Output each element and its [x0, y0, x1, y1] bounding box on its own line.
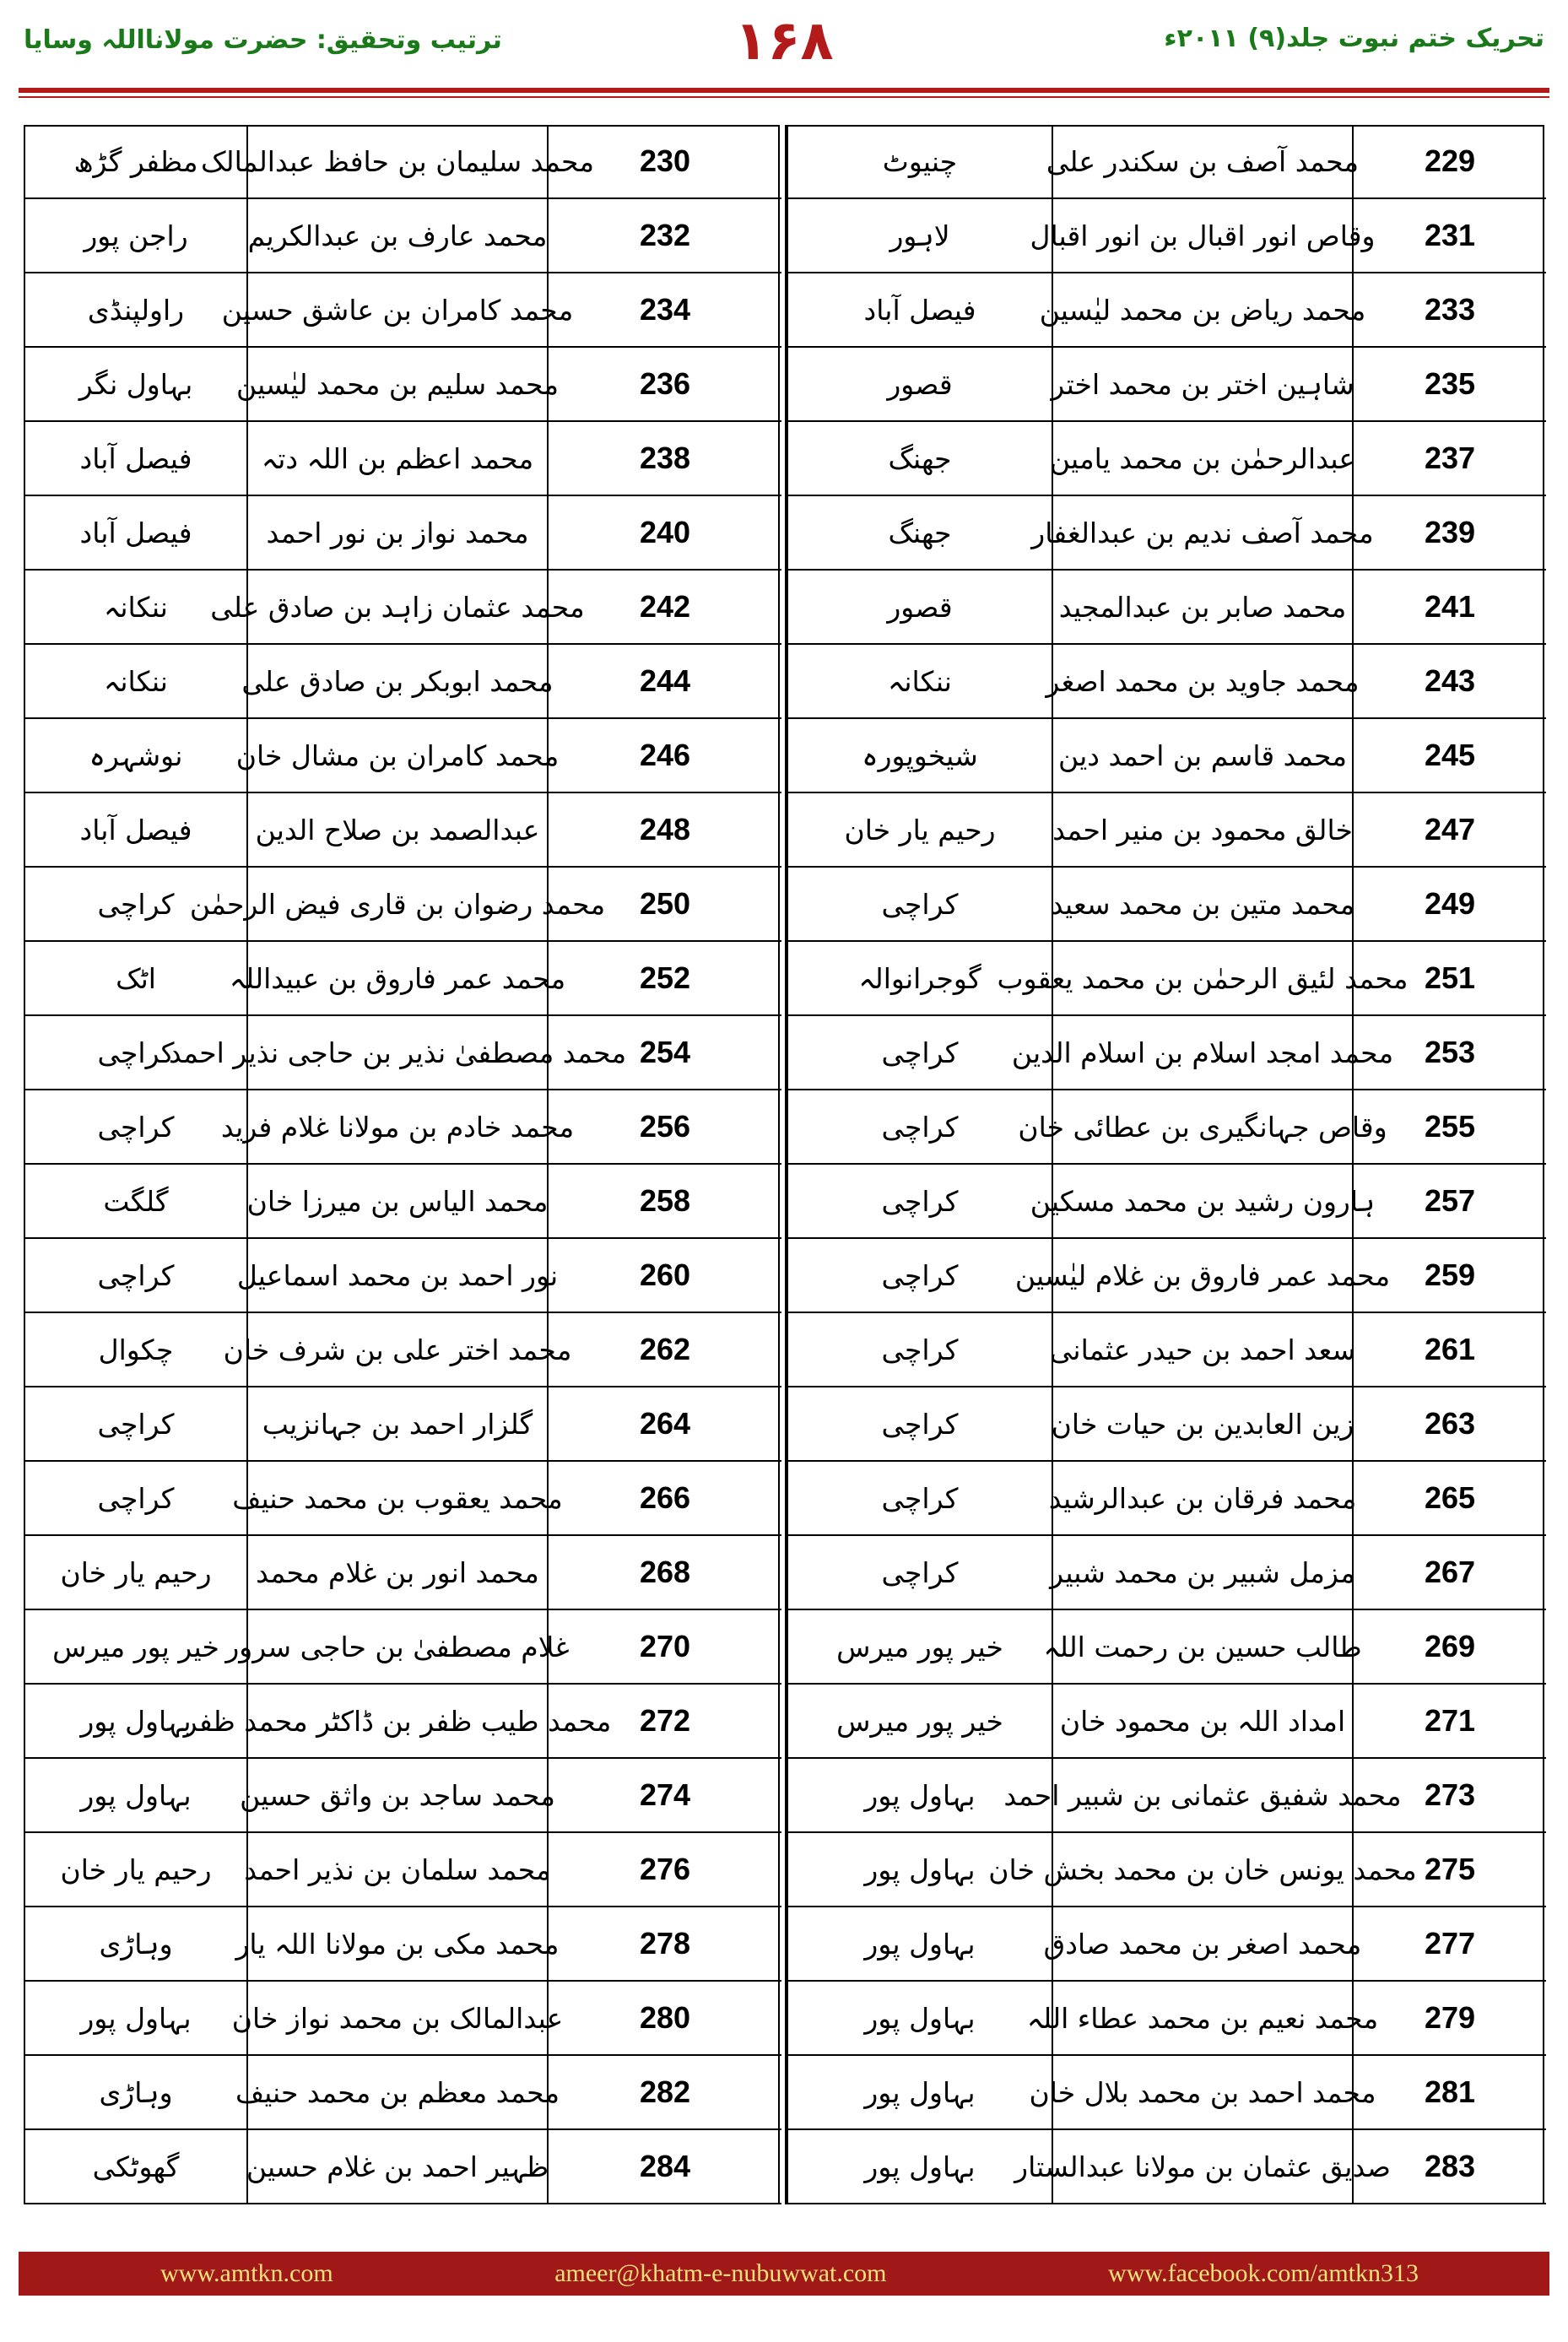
entry-city: کراچی	[788, 1165, 1053, 1239]
table-column-gap	[780, 125, 787, 2204]
entry-name: امداد اللہ بن محمود خان	[1053, 1685, 1354, 1759]
entry-number: 273	[1354, 1759, 1546, 1833]
entry-name: محمد یونس خان بن محمد بخش خان	[1053, 1833, 1354, 1907]
entry-number: 249	[1354, 868, 1546, 942]
entry-name: گلزار احمد بن جہانزیب	[248, 1387, 549, 1462]
entry-city: بہاول پور	[788, 1982, 1053, 2056]
header-rule	[19, 88, 1549, 93]
entry-number: 243	[1354, 645, 1546, 719]
entry-city: ننکانہ	[25, 645, 248, 719]
entry-name: صدیق عثمان بن مولانا عبدالستار	[1053, 2130, 1354, 2204]
entry-city: راولپنڈی	[25, 273, 248, 348]
entry-name: محمد جاوید بن محمد اصغر	[1053, 645, 1354, 719]
entry-number: 267	[1354, 1536, 1546, 1610]
entry-city: بہاول پور	[788, 2056, 1053, 2130]
entry-number: 234	[549, 273, 781, 348]
entry-city: لاہور	[788, 199, 1053, 273]
entry-name: مزمل شبیر بن محمد شبیر	[1053, 1536, 1354, 1610]
entry-name: غلام مصطفیٰ بن حاجی سرور	[248, 1610, 549, 1685]
entry-city: رحیم یار خان	[788, 793, 1053, 868]
entry-city: کراچی	[788, 1536, 1053, 1610]
entry-name: محمد سلیمان بن حافظ عبدالمالک	[248, 125, 549, 199]
entry-name: محمد خادم بن مولانا غلام فرید	[248, 1090, 549, 1165]
entry-number: 278	[549, 1907, 781, 1982]
entry-name: وقاص جہانگیری بن عطائی خان	[1053, 1090, 1354, 1165]
entry-name: محمد عمر فاروق بن عبیداللہ	[248, 942, 549, 1016]
entry-name: محمد آصف ندیم بن عبدالغفار	[1053, 496, 1354, 571]
entry-city: خیر پور میرس	[25, 1610, 248, 1685]
entry-name: زین العابدین بن حیات خان	[1053, 1387, 1354, 1462]
entry-city: کراچی	[25, 1016, 248, 1090]
entry-number: 281	[1354, 2056, 1546, 2130]
entry-number: 245	[1354, 719, 1546, 793]
entry-number: 269	[1354, 1610, 1546, 1685]
entry-city: چکوال	[25, 1313, 248, 1387]
entry-number: 255	[1354, 1090, 1546, 1165]
entry-city: بہاول پور	[25, 1982, 248, 2056]
entry-number: 263	[1354, 1387, 1546, 1462]
entry-city: وہاڑی	[25, 1907, 248, 1982]
entry-city: بہاول پور	[788, 1833, 1053, 1907]
entry-number: 276	[549, 1833, 781, 1907]
entry-city: بہاول پور	[25, 1685, 248, 1759]
entry-city: فیصل آباد	[788, 273, 1053, 348]
entry-city: کراچی	[25, 1239, 248, 1313]
entry-number: 237	[1354, 422, 1546, 496]
entry-city: فیصل آباد	[25, 496, 248, 571]
entry-city: بہاول پور	[788, 1907, 1053, 1982]
entry-number: 244	[549, 645, 781, 719]
page-footer	[19, 2252, 1549, 2296]
entry-number: 231	[1354, 199, 1546, 273]
entry-city: چنیوٹ	[788, 125, 1053, 199]
entry-name: محمد سلمان بن نذیر احمد	[248, 1833, 549, 1907]
entry-city: قصور	[788, 571, 1053, 645]
entry-city: کراچی	[788, 1462, 1053, 1536]
entry-number: 274	[549, 1759, 781, 1833]
entry-name: محمد عثمان زاہد بن صادق علی	[248, 571, 549, 645]
entry-city: خیر پور میرس	[788, 1685, 1053, 1759]
entry-name: محمد معظم بن محمد حنیف	[248, 2056, 549, 2130]
entry-number: 268	[549, 1536, 781, 1610]
entry-name: محمد اختر علی بن شرف خان	[248, 1313, 549, 1387]
entry-name: محمد فرقان بن عبدالرشید	[1053, 1462, 1354, 1536]
entry-number: 260	[549, 1239, 781, 1313]
entry-number: 282	[549, 2056, 781, 2130]
entry-city: کراچی	[25, 1462, 248, 1536]
entry-city: کراچی	[788, 1387, 1053, 1462]
entry-number: 280	[549, 1982, 781, 2056]
entry-number: 247	[1354, 793, 1546, 868]
entry-city: فیصل آباد	[25, 422, 248, 496]
entry-number: 259	[1354, 1239, 1546, 1313]
entry-number: 238	[549, 422, 781, 496]
entry-city: وہاڑی	[25, 2056, 248, 2130]
entry-number: 254	[549, 1016, 781, 1090]
entry-name: محمد یعقوب بن محمد حنیف	[248, 1462, 549, 1536]
entry-name: طالب حسین بن رحمت اللہ	[1053, 1610, 1354, 1685]
entry-number: 246	[549, 719, 781, 793]
entry-number: 279	[1354, 1982, 1546, 2056]
entry-name: محمد متین بن محمد سعید	[1053, 868, 1354, 942]
entry-name: محمد قاسم بن احمد دین	[1053, 719, 1354, 793]
entry-city: بہاول نگر	[25, 348, 248, 422]
entry-name: وقاص انور اقبال بن انور اقبال	[1053, 199, 1354, 273]
entry-number: 236	[549, 348, 781, 422]
compiler-credit: ترتیب وتحقیق: حضرت مولانااللہ وسایا	[24, 25, 502, 55]
entry-name: عبدالصمد بن صلاح الدین	[248, 793, 549, 868]
entry-number: 229	[1354, 125, 1546, 199]
entry-city: قصور	[788, 348, 1053, 422]
entry-number: 275	[1354, 1833, 1546, 1907]
entry-number: 230	[549, 125, 781, 199]
entry-number: 248	[549, 793, 781, 868]
entry-name: محمد عمر فاروق بن غلام لیٰسین	[1053, 1239, 1354, 1313]
entry-number: 258	[549, 1165, 781, 1239]
entry-city: گوجرانوالہ	[788, 942, 1053, 1016]
entry-name: نور احمد بن محمد اسماعیل	[248, 1239, 549, 1313]
entry-city: کراچی	[788, 1239, 1053, 1313]
entry-number: 241	[1354, 571, 1546, 645]
entry-name: محمد نواز بن نور احمد	[248, 496, 549, 571]
entry-number: 265	[1354, 1462, 1546, 1536]
entry-city: راجن پور	[25, 199, 248, 273]
entry-city: جھنگ	[788, 496, 1053, 571]
entry-city: کراچی	[788, 1016, 1053, 1090]
entry-city: بہاول پور	[25, 1759, 248, 1833]
entry-name: شاہین اختر بن محمد اختر	[1053, 348, 1354, 422]
entry-city: گھوٹکی	[25, 2130, 248, 2204]
entry-city: نوشہرہ	[25, 719, 248, 793]
names-table	[24, 125, 1544, 2204]
entry-city: رحیم یار خان	[25, 1536, 248, 1610]
entry-name: محمد لئیق الرحمٰن بن محمد یعقوب	[1053, 942, 1354, 1016]
entry-number: 272	[549, 1685, 781, 1759]
entry-number: 232	[549, 199, 781, 273]
entry-name: ہارون رشید بن محمد مسکین	[1053, 1165, 1354, 1239]
entry-number: 256	[549, 1090, 781, 1165]
footer-website-link[interactable]: www.amtkn.com	[160, 2259, 333, 2287]
entry-city: بہاول پور	[788, 2130, 1053, 2204]
header-rule-thin	[19, 96, 1549, 98]
entry-number: 242	[549, 571, 781, 645]
table-right-half	[787, 125, 1544, 2204]
entry-number: 252	[549, 942, 781, 1016]
entry-name: محمد ساجد بن واثق حسین	[248, 1759, 549, 1833]
entry-name: محمد سلیم بن محمد لیٰسین	[248, 348, 549, 422]
entry-city: ننکانہ	[25, 571, 248, 645]
entry-name: محمد مکی بن مولانا اللہ یار	[248, 1907, 549, 1982]
entry-name: محمد ریاض بن محمد لیٰسین	[1053, 273, 1354, 348]
entry-name: محمد الیاس بن میرزا خان	[248, 1165, 549, 1239]
entry-name: خالق محمود بن منیر احمد	[1053, 793, 1354, 868]
entry-name: محمد انور بن غلام محمد	[248, 1536, 549, 1610]
entry-number: 261	[1354, 1313, 1546, 1387]
entry-city: مظفر گڑھ	[25, 125, 248, 199]
entry-city: خیر پور میرس	[788, 1610, 1053, 1685]
entry-name: محمد اعظم بن اللہ دتہ	[248, 422, 549, 496]
entry-name: عبدالرحمٰن بن محمد یامین	[1053, 422, 1354, 496]
entry-city: گلگت	[25, 1165, 248, 1239]
entry-name: محمد طیب ظفر بن ڈاکٹر محمد ظفر	[248, 1685, 549, 1759]
entry-city: کراچی	[25, 868, 248, 942]
entry-number: 270	[549, 1610, 781, 1685]
entry-name: محمد کامران بن مشال خان	[248, 719, 549, 793]
entry-number: 250	[549, 868, 781, 942]
entry-city: بہاول پور	[788, 1759, 1053, 1833]
entry-number: 262	[549, 1313, 781, 1387]
entry-number: 271	[1354, 1685, 1546, 1759]
entry-city: کراچی	[25, 1387, 248, 1462]
page-header	[0, 0, 1568, 101]
entry-name: محمد کامران بن عاشق حسین	[248, 273, 549, 348]
entry-name: محمد عارف بن عبدالکریم	[248, 199, 549, 273]
entry-name: محمد رضوان بن قاری فیض الرحمٰن	[248, 868, 549, 942]
entry-name: ظہیر احمد بن غلام حسین	[248, 2130, 549, 2204]
entry-city: شیخوپورہ	[788, 719, 1053, 793]
entry-number: 277	[1354, 1907, 1546, 1982]
entry-name: محمد احمد بن محمد بلال خان	[1053, 2056, 1354, 2130]
entry-name: محمد ابوبکر بن صادق علی	[248, 645, 549, 719]
entry-city: جھنگ	[788, 422, 1053, 496]
entry-number: 240	[549, 496, 781, 571]
footer-email-link[interactable]: ameer@khatm-e-nubuwwat.com	[554, 2259, 887, 2287]
entry-name: سعد احمد بن حیدر عثمانی	[1053, 1313, 1354, 1387]
entry-name: محمد نعیم بن محمد عطاء اللہ	[1053, 1982, 1354, 2056]
entry-name: محمد امجد اسلام بن اسلام الدین	[1053, 1016, 1354, 1090]
entry-number: 239	[1354, 496, 1546, 571]
entry-name: محمد مصطفیٰ نذیر بن حاجی نذیر احمد	[248, 1016, 549, 1090]
entry-city: اٹک	[25, 942, 248, 1016]
entry-name: محمد آصف بن سکندر علی	[1053, 125, 1354, 199]
book-title: تحریک ختم نبوت جلد(۹) ۲۰۱۱ء	[1164, 24, 1544, 53]
entry-number: 283	[1354, 2130, 1546, 2204]
entry-number: 264	[549, 1387, 781, 1462]
entry-city: کراچی	[788, 1313, 1053, 1387]
entry-number: 235	[1354, 348, 1546, 422]
entry-number: 266	[549, 1462, 781, 1536]
entry-number: 253	[1354, 1016, 1546, 1090]
entry-city: کراچی	[25, 1090, 248, 1165]
entry-city: ننکانہ	[788, 645, 1053, 719]
entry-name: محمد شفیق عثمانی بن شبیر احمد	[1053, 1759, 1354, 1833]
entry-name: محمد صابر بن عبدالمجید	[1053, 571, 1354, 645]
table-left-half	[24, 125, 780, 2204]
page-number: ۱۶۸	[734, 10, 834, 73]
entry-number: 251	[1354, 942, 1546, 1016]
entry-number: 257	[1354, 1165, 1546, 1239]
entry-city: فیصل آباد	[25, 793, 248, 868]
entry-city: رحیم یار خان	[25, 1833, 248, 1907]
entry-city: کراچی	[788, 1090, 1053, 1165]
entry-number: 284	[549, 2130, 781, 2204]
entry-name: محمد اصغر بن محمد صادق	[1053, 1907, 1354, 1982]
entry-number: 233	[1354, 273, 1546, 348]
footer-facebook-link[interactable]: www.facebook.com/amtkn313	[1108, 2259, 1419, 2287]
entry-name: عبدالمالک بن محمد نواز خان	[248, 1982, 549, 2056]
entry-city: کراچی	[788, 868, 1053, 942]
